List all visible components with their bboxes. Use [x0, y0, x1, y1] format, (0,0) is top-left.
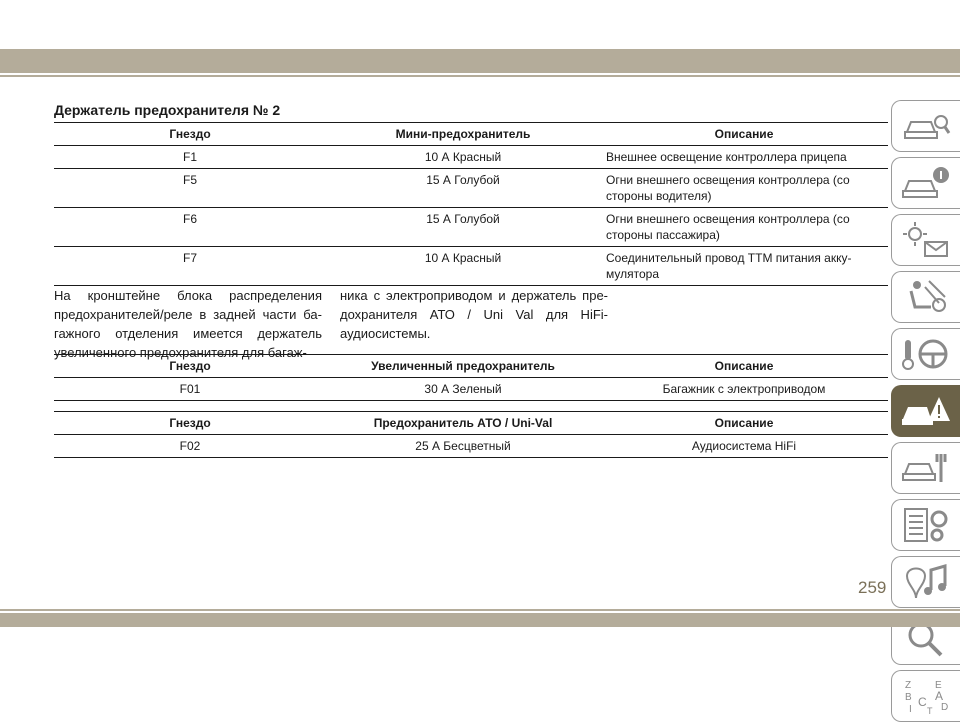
slot-cell: F1: [54, 146, 326, 169]
tab-dashboard-lights[interactable]: [891, 214, 960, 266]
maintenance-list-icon: [901, 505, 951, 545]
column-header: Предохранитель АТО / Uni-Val: [326, 412, 600, 435]
chapter-tabs: [891, 100, 960, 727]
fuse-table-2: [54, 354, 888, 458]
index-letter: C: [918, 695, 927, 709]
tab-car-warning[interactable]: [891, 385, 960, 437]
tab-airbag-seat[interactable]: [891, 271, 960, 323]
table-header-row: [54, 412, 888, 435]
index-letter: Z: [905, 680, 912, 691]
column-header: Описание: [600, 123, 888, 146]
column-header: Увеличенный предохранитель: [326, 355, 600, 378]
body-paragraph-left: На кронштейне блока распределения предохранителей/реле в задней части ба-гажного отделения имеется держатель увеличенного предохранителя для багаж-: [54, 288, 322, 360]
table-header-row: [54, 355, 888, 378]
table-header-row: [54, 123, 888, 146]
fuse-table-1: [54, 122, 888, 286]
index-letter: B: [905, 692, 912, 703]
column-header: Описание: [600, 412, 888, 435]
multimedia-icon: [901, 562, 951, 602]
table-row: [54, 378, 888, 401]
table-row: [54, 169, 888, 208]
table-row: [54, 435, 888, 458]
slot-cell: F01: [54, 378, 326, 401]
slot-cell: F5: [54, 169, 326, 208]
dashboard-lights-icon: [901, 220, 951, 260]
column-header: Гнездо: [54, 412, 326, 435]
car-service-icon: [901, 448, 951, 488]
table-separator: [54, 401, 888, 412]
top-band: [0, 49, 960, 73]
car-warning-icon: [901, 391, 951, 431]
fuse-cell: 15 А Голубой: [326, 169, 600, 208]
fuse-cell: 10 А Красный: [326, 247, 600, 286]
section-title: Держатель предохранителя № 2: [54, 102, 281, 118]
index-letters-icon: [901, 676, 951, 716]
tab-car-service[interactable]: [891, 442, 960, 494]
index-letter: I: [909, 704, 912, 715]
description-cell: Аудиосистема HiFi: [600, 435, 888, 458]
index-letter: D: [941, 702, 949, 713]
tab-car-info[interactable]: [891, 157, 960, 209]
index-letter: T: [927, 706, 933, 716]
tab-car-search[interactable]: [891, 100, 960, 152]
column-header: Описание: [600, 355, 888, 378]
steering-key-icon: [901, 334, 951, 374]
index-letter: E: [935, 680, 942, 691]
column-header: Гнездо: [54, 123, 326, 146]
column-header: Мини-предохранитель: [326, 123, 600, 146]
tab-multimedia[interactable]: [891, 556, 960, 608]
fuse-cell: 25 А Бесцветный: [326, 435, 600, 458]
bottom-band: [0, 613, 960, 627]
table-row: [54, 208, 888, 247]
body-paragraph-right: ника с электроприводом и держатель пре-дохранителя АТО / Uni Val для HiFi-аудиосистемы.: [340, 288, 608, 341]
fuse-cell: 30 А Зеленый: [326, 378, 600, 401]
car-search-icon: [901, 106, 951, 146]
description-cell: Багажник с электроприводом: [600, 378, 888, 401]
page-number: 259: [858, 578, 887, 597]
fuse-cell: 15 А Голубой: [326, 208, 600, 247]
index-letter: A: [935, 689, 944, 703]
slot-cell: F02: [54, 435, 326, 458]
description-cell: Внешнее освещение контроллера прицепа: [600, 146, 888, 169]
description-cell: Соединительный провод ТТМ питания акку-мулятора: [600, 247, 888, 286]
column-header: Гнездо: [54, 355, 326, 378]
table-row: [54, 146, 888, 169]
top-rule: [0, 75, 960, 77]
description-cell: Огни внешнего освещения контроллера (со стороны водителя): [600, 169, 888, 208]
description-cell: Огни внешнего освещения контроллера (со стороны пассажира): [600, 208, 888, 247]
airbag-seat-icon: [901, 277, 951, 317]
table-row: [54, 247, 888, 286]
slot-cell: F7: [54, 247, 326, 286]
bottom-rule: [0, 609, 960, 611]
tab-maintenance-list[interactable]: [891, 499, 960, 551]
tab-steering-key[interactable]: [891, 328, 960, 380]
car-info-icon: [901, 163, 951, 203]
slot-cell: F6: [54, 208, 326, 247]
fuse-cell: 10 А Красный: [326, 146, 600, 169]
